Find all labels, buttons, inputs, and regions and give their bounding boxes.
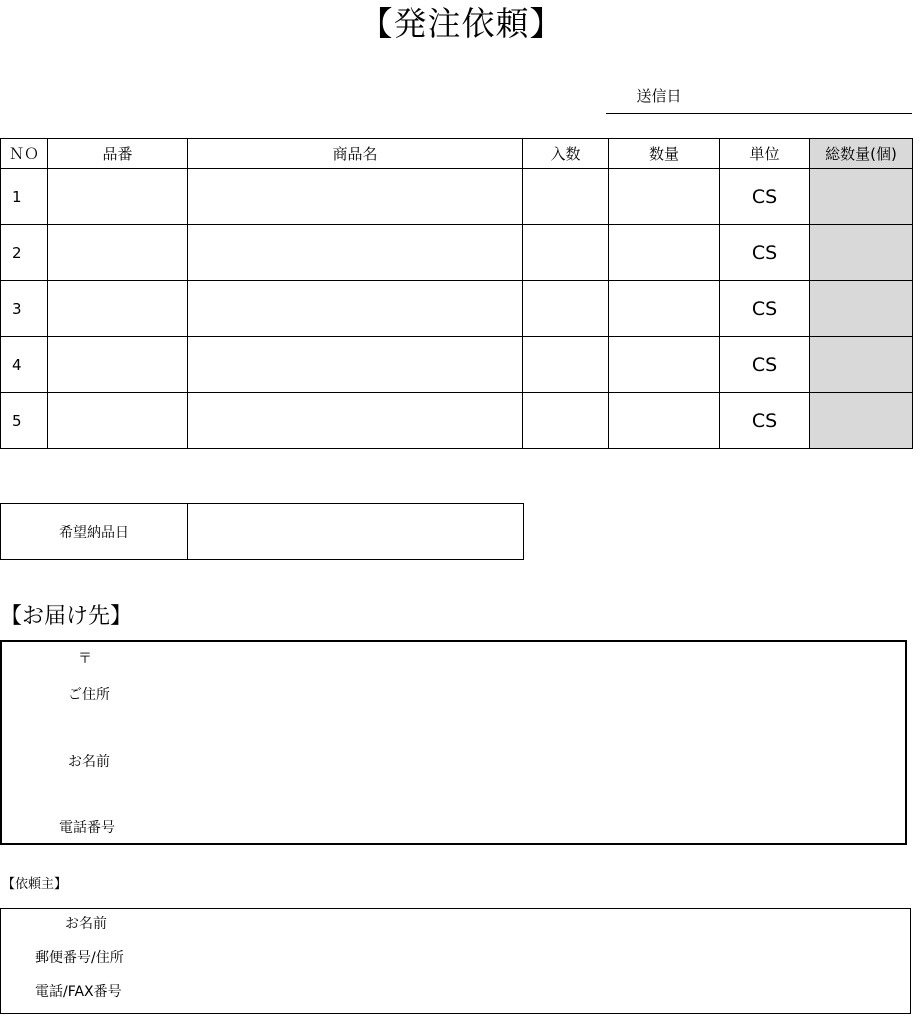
requester-phone-fax-label: 電話/FAX番号 — [35, 984, 122, 1000]
quantity-cell[interactable] — [609, 225, 720, 281]
col-header-total-quantity: 総数量(個) — [810, 139, 913, 169]
requester-info-box[interactable] — [0, 908, 911, 1014]
unit-cell: CS — [720, 225, 810, 281]
unit-cell: CS — [720, 169, 810, 225]
desired-delivery-date-field[interactable] — [188, 504, 524, 560]
unit-cell: CS — [720, 393, 810, 449]
col-header-unit: 単位 — [720, 139, 810, 169]
table-row — [1, 337, 913, 393]
part-number-cell[interactable] — [48, 225, 188, 281]
quantity-cell[interactable] — [609, 393, 720, 449]
part-number-cell[interactable] — [48, 393, 188, 449]
delivery-address-label: ご住所 — [68, 687, 110, 703]
pack-quantity-cell[interactable] — [523, 225, 609, 281]
delivery-name-label: お名前 — [68, 754, 110, 770]
table-row — [1, 169, 913, 225]
col-header-product-name: 商品名 — [188, 139, 523, 169]
requester-section-title: 【依頼主】 — [2, 877, 68, 892]
part-number-cell[interactable] — [48, 337, 188, 393]
total-quantity-cell — [810, 225, 913, 281]
row-number: 1 — [1, 169, 48, 225]
product-name-cell[interactable] — [188, 225, 523, 281]
row-number: 5 — [1, 393, 48, 449]
pack-quantity-cell[interactable] — [523, 281, 609, 337]
pack-quantity-cell[interactable] — [523, 169, 609, 225]
table-header-row — [1, 139, 913, 169]
order-table — [0, 138, 913, 449]
pack-quantity-cell[interactable] — [523, 337, 609, 393]
col-header-no: ＮＯ — [1, 139, 48, 169]
col-header-part-number: 品番 — [48, 139, 188, 169]
desired-delivery-label: 希望納品日 — [1, 504, 188, 560]
send-date-label: 送信日 — [636, 87, 682, 105]
product-name-cell[interactable] — [188, 169, 523, 225]
delivery-section-title: 【お届け先】 — [0, 604, 133, 629]
pack-quantity-cell[interactable] — [523, 393, 609, 449]
total-quantity-cell — [810, 393, 913, 449]
table-row — [1, 281, 913, 337]
table-row — [1, 393, 913, 449]
row-number: 4 — [1, 337, 48, 393]
total-quantity-cell — [810, 337, 913, 393]
send-date-field-line[interactable] — [606, 113, 912, 114]
row-number: 2 — [1, 225, 48, 281]
delivery-address-box[interactable] — [0, 640, 907, 845]
unit-cell: CS — [720, 281, 810, 337]
unit-cell: CS — [720, 337, 810, 393]
total-quantity-cell — [810, 281, 913, 337]
postal-mark: 〒 — [78, 651, 92, 667]
quantity-cell[interactable] — [609, 281, 720, 337]
total-quantity-cell — [810, 169, 913, 225]
row-number: 3 — [1, 281, 48, 337]
requester-name-label: お名前 — [65, 916, 107, 932]
table-row — [1, 225, 913, 281]
desired-delivery-table — [0, 503, 524, 560]
part-number-cell[interactable] — [48, 169, 188, 225]
requester-postal-address-label: 郵便番号/住所 — [35, 950, 124, 966]
quantity-cell[interactable] — [609, 169, 720, 225]
col-header-quantity: 数量 — [609, 139, 720, 169]
part-number-cell[interactable] — [48, 281, 188, 337]
quantity-cell[interactable] — [609, 337, 720, 393]
page-title: 【発注依頼】 — [359, 4, 564, 43]
col-header-pack-quantity: 入数 — [523, 139, 609, 169]
product-name-cell[interactable] — [188, 337, 523, 393]
product-name-cell[interactable] — [188, 281, 523, 337]
delivery-phone-label: 電話番号 — [59, 820, 115, 836]
product-name-cell[interactable] — [188, 393, 523, 449]
